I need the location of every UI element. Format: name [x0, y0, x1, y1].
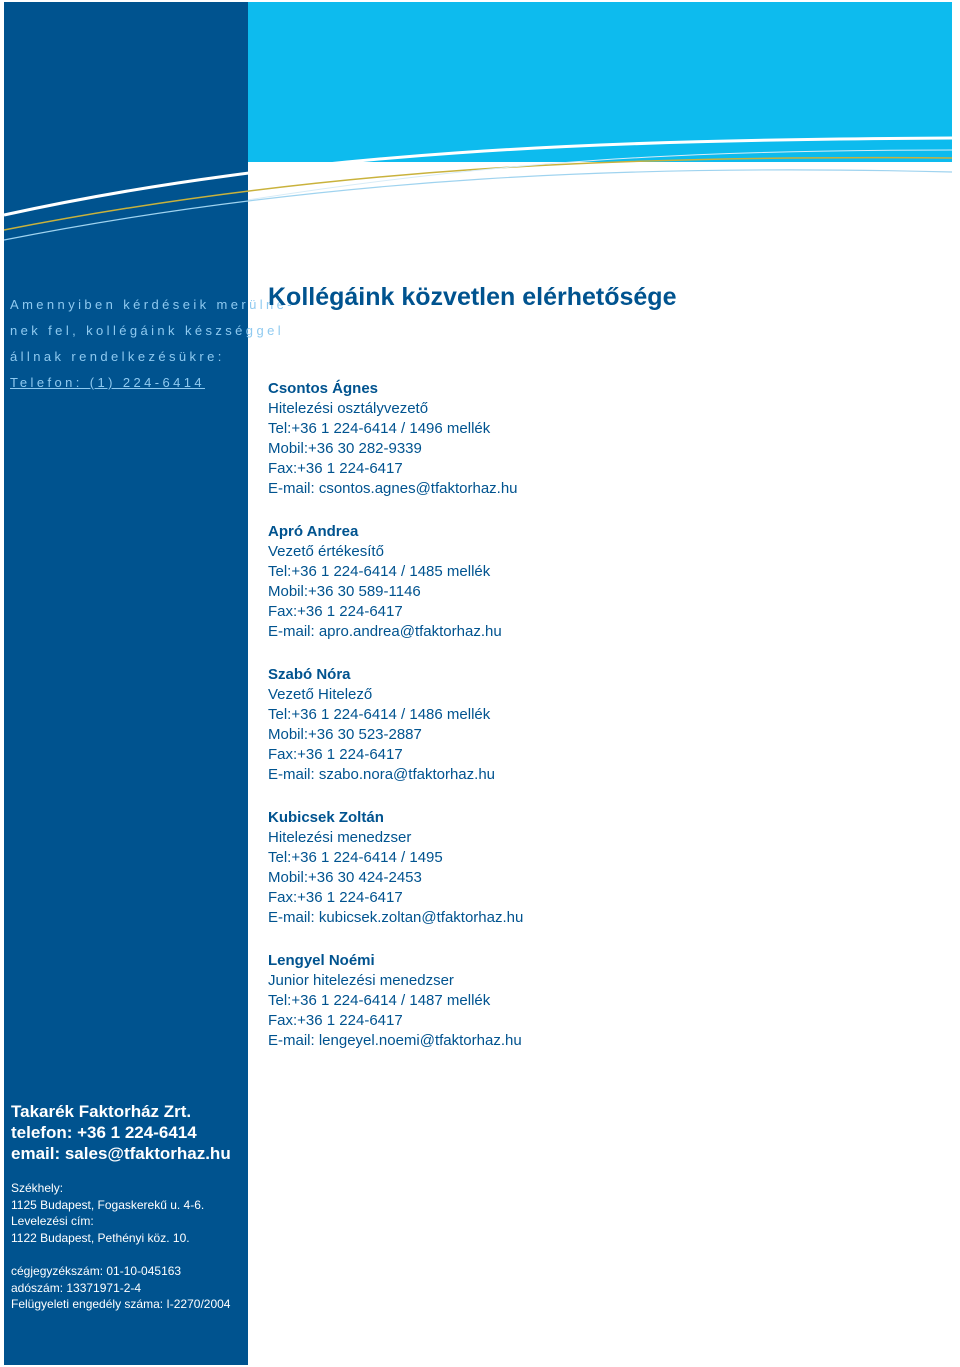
company-name: Takarék Faktorház Zrt. [11, 1102, 192, 1121]
contact-role: Junior hitelezési menedzser [268, 972, 454, 989]
contact-name: Csontos Ágnes [268, 380, 379, 397]
contact-card [268, 665, 495, 785]
contact-mobile: Mobil:+36 30 282-9339 [268, 440, 422, 457]
contact-mobile: Mobil:+36 30 589-1146 [268, 583, 421, 600]
intro-text [10, 292, 296, 396]
contact-card [268, 522, 502, 642]
contact-role: Vezető értékesítő [268, 543, 384, 560]
contact-fax: Fax:+36 1 224-6417 [268, 746, 403, 763]
contact-fax: Fax:+36 1 224-6417 [268, 889, 403, 906]
seat-address: 1125 Budapest, Fogaskerekű u. 4-6. [11, 1197, 205, 1212]
contact-email[interactable]: E-mail: kubicsek.zoltan@tfaktorhaz.hu [268, 909, 524, 926]
address-block [11, 1180, 204, 1246]
contact-card [268, 808, 523, 928]
contact-phone: Tel:+36 1 224-6414 / 1487 mellék [268, 992, 491, 1009]
intro-line: nek fel, kollégáink készséggel [10, 323, 284, 338]
contact-phone: Tel:+36 1 224-6414 / 1485 mellék [268, 563, 491, 580]
company-registration: cégjegyzékszám: 01-10-045163 [11, 1264, 182, 1278]
company-email[interactable]: email: sales@tfaktorhaz.hu [11, 1144, 231, 1163]
contact-email[interactable]: E-mail: apro.andrea@tfaktorhaz.hu [268, 623, 502, 640]
contact-name: Lengyel Noémi [268, 952, 375, 969]
contact-phone: Tel:+36 1 224-6414 / 1486 mellék [268, 706, 491, 723]
intro-line: Amennyiben kérdéseik merülné- [10, 297, 296, 312]
contact-mobile: Mobil:+36 30 424-2453 [268, 869, 422, 886]
contact-fax: Fax:+36 1 224-6417 [268, 1012, 403, 1029]
company-info [11, 1101, 231, 1164]
intro-line: állnak rendelkezésükre: [10, 349, 225, 364]
contact-role: Hitelezési osztályvezető [268, 400, 429, 417]
decorative-wave-lines [0, 0, 960, 260]
registry-block [11, 1263, 230, 1313]
contact-email[interactable]: E-mail: szabo.nora@tfaktorhaz.hu [268, 766, 495, 783]
contact-role: Vezető Hitelező [268, 686, 373, 703]
intro-phone-link[interactable]: Telefon: (1) 224-6414 [10, 375, 205, 390]
contact-email[interactable]: E-mail: csontos.agnes@tfaktorhaz.hu [268, 480, 518, 497]
mail-address: 1122 Budapest, Pethényi köz. 10. [11, 1230, 190, 1245]
contact-card [268, 379, 518, 499]
contact-fax: Fax:+36 1 224-6417 [268, 460, 403, 477]
page-title: Kollégáink közvetlen elérhetősége [268, 283, 677, 311]
license-number: Felügyeleti engedély száma: I-2270/2004 [11, 1297, 231, 1311]
contact-email[interactable]: E-mail: lengeyel.noemi@tfaktorhaz.hu [268, 1032, 522, 1049]
mail-label: Levelezési cím: [11, 1214, 94, 1228]
company-phone: telefon: +36 1 224-6414 [11, 1123, 197, 1142]
contact-name: Szabó Nóra [268, 666, 351, 683]
contact-name: Apró Andrea [268, 523, 359, 540]
contact-role: Hitelezési menedzser [268, 829, 412, 846]
contact-mobile: Mobil:+36 30 523-2887 [268, 726, 422, 743]
contact-name: Kubicsek Zoltán [268, 809, 384, 826]
contact-card [268, 951, 522, 1051]
tax-number: adószám: 13371971-2-4 [11, 1280, 142, 1295]
seat-label: Székhely: [11, 1181, 64, 1195]
contact-fax: Fax:+36 1 224-6417 [268, 603, 403, 620]
contact-phone: Tel:+36 1 224-6414 / 1496 mellék [268, 420, 491, 437]
contact-phone: Tel:+36 1 224-6414 / 1495 [268, 849, 443, 866]
